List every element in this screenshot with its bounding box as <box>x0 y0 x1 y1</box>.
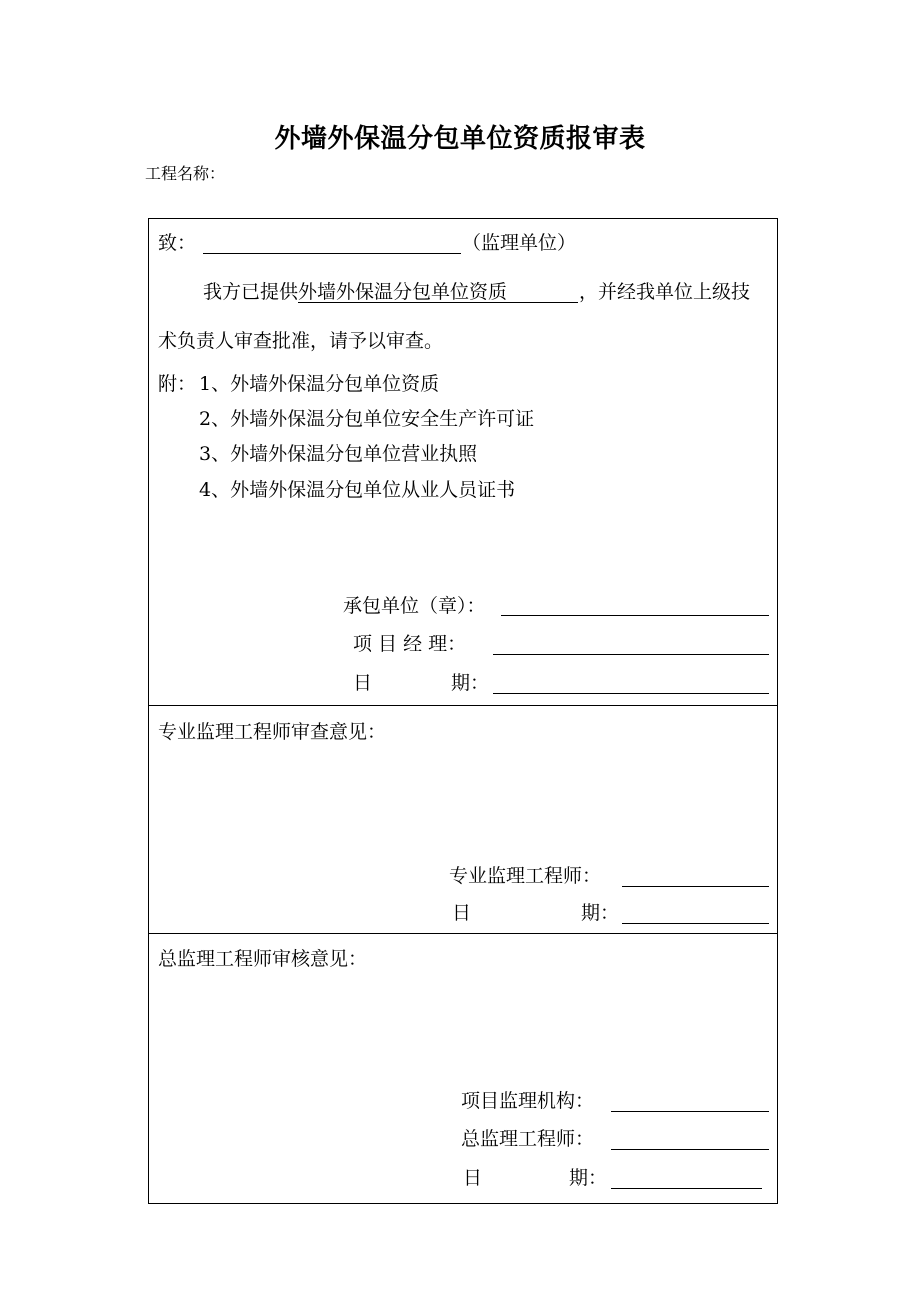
attachment-item: 2、外墙外保温分包单位安全生产许可证 <box>199 408 535 430</box>
chief-review-heading: 总监理工程师审核意见： <box>158 948 368 970</box>
date-label-left: 日 <box>463 1167 483 1189</box>
to-label: 致： <box>158 232 197 254</box>
contractor-date-field[interactable] <box>493 693 769 694</box>
attachment-label: 附： <box>158 373 197 395</box>
contractor-field[interactable] <box>501 615 769 616</box>
attachment-item: 1、外墙外保温分包单位资质 <box>199 373 440 395</box>
manager-field[interactable] <box>493 654 769 655</box>
attachment-item: 4、外墙外保温分包单位从业人员证书 <box>199 479 516 501</box>
org-field[interactable] <box>611 1111 769 1112</box>
engineer-review-section <box>149 706 777 934</box>
chief-field[interactable] <box>611 1149 769 1150</box>
manager-label: 项 目 经 理： <box>353 633 467 655</box>
to-suffix: （监理单位） <box>462 232 577 254</box>
submission-section <box>149 219 777 706</box>
engineer-field[interactable] <box>622 886 769 887</box>
body-underlined: 外墙外保温分包单位资质 <box>298 281 508 303</box>
date-label-left: 日 <box>353 672 373 694</box>
attachment-item: 3、外墙外保温分包单位营业执照 <box>199 443 478 465</box>
chief-date-field[interactable] <box>611 1188 762 1189</box>
contractor-label: 承包单位（章）： <box>343 595 486 617</box>
document-title: 外墙外保温分包单位资质报审表 <box>274 124 646 154</box>
chief-review-section <box>149 934 777 1204</box>
date-label-right: 期： <box>581 902 620 924</box>
org-label: 项目监理机构： <box>461 1090 595 1112</box>
engineer-date-field[interactable] <box>622 923 769 924</box>
body-prefix: 我方已提供 <box>203 281 299 303</box>
chief-label: 总监理工程师： <box>461 1128 595 1150</box>
date-label-right: 期： <box>569 1167 608 1189</box>
body-line-2: 术负责人审查批准，请予以审查。 <box>158 330 444 352</box>
project-name-label: 工程名称： <box>145 164 226 183</box>
engineer-label: 专业监理工程师： <box>449 865 602 887</box>
body-underline-rule <box>298 302 578 303</box>
supervision-unit-field[interactable] <box>203 253 461 254</box>
review-form-table <box>148 218 778 1204</box>
body-suffix: ，并经我单位上级技 <box>579 281 751 303</box>
date-label-left: 日 <box>452 902 472 924</box>
date-label-right: 期： <box>451 672 490 694</box>
engineer-review-heading: 专业监理工程师审查意见： <box>158 721 387 743</box>
